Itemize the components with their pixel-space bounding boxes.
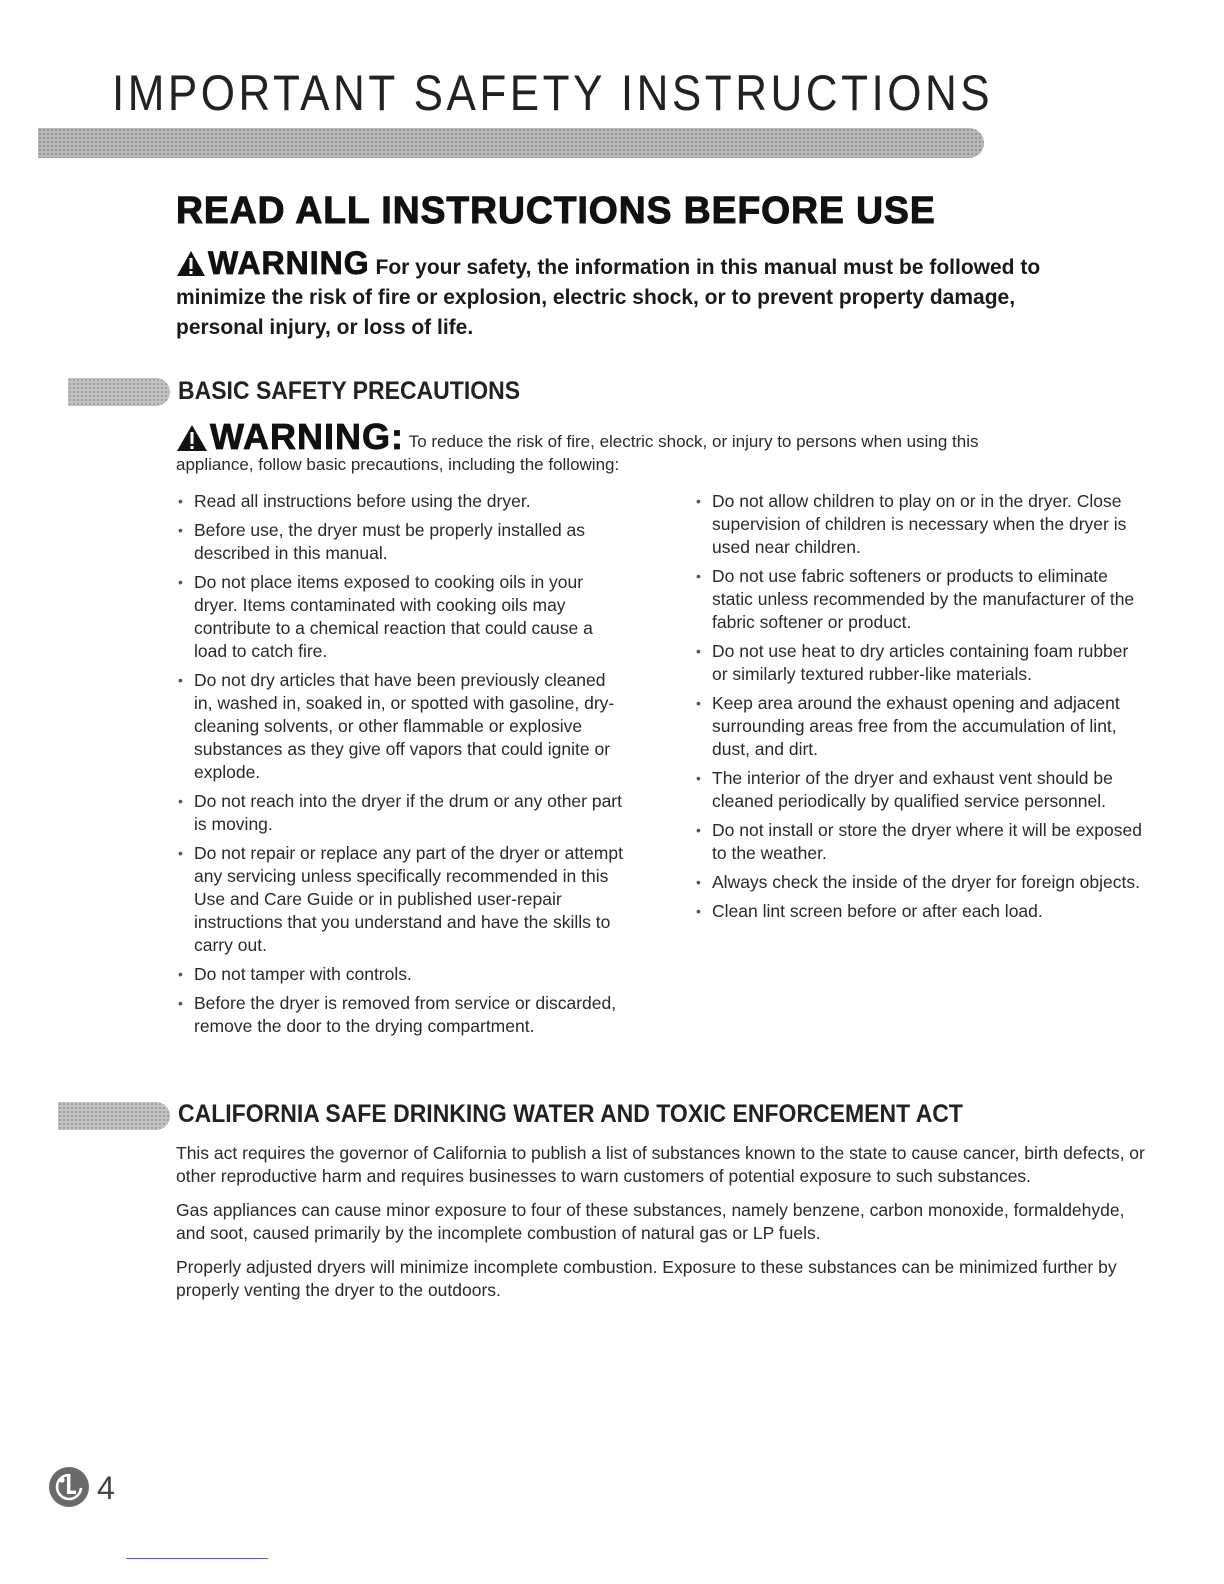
california-body: [176, 1142, 1146, 1313]
list-item: • Do not place items exposed to cooking oils in your dryer. Items contaminated with cooking oils may contribute to a chemical reaction that could cause a load to catch fire.: [176, 571, 626, 663]
california-heading: CALIFORNIA SAFE DRINKING WATER AND TOXIC ENFORCEMENT ACT: [178, 1100, 963, 1128]
precautions-left-list: [176, 490, 626, 1044]
warning-triangle-icon: [176, 250, 206, 277]
list-item: • Keep area around the exhaust opening and adjacent surrounding areas free from the accumulation of lint, dust, and dirt.: [694, 692, 1144, 761]
section-marker-basic: [68, 378, 170, 406]
section-marker-california: [58, 1102, 170, 1130]
list-item: • Do not dry articles that have been previously cleaned in, washed in, soaked in, or spotted with gasoline, dry-cleaning solvents, or other flammable or explosive substances as they give off vapors that could ignite or explode.: [176, 669, 626, 784]
title-decorative-bar: [38, 128, 984, 158]
california-paragraph: Gas appliances can cause minor exposure to four of these substances, namely benzene, carbon monoxide, formaldehyde, and soot, caused primarily by the incomplete combustion of natural gas or LP fuels.: [176, 1200, 1125, 1243]
warning-label: WARNING:: [210, 416, 404, 457]
precautions-right-list: [694, 490, 1144, 929]
list-item: • Always check the inside of the dryer for foreign objects.: [694, 871, 1144, 894]
basic-warning-lead: To reduce the risk of fire, electric shock, or injury to persons when using this: [408, 432, 979, 451]
footer-divider: [126, 1558, 268, 1559]
list-item: • Do not install or store the dryer where it will be exposed to the weather.: [694, 819, 1144, 865]
list-item: • Clean lint screen before or after each load.: [694, 900, 1144, 923]
list-item: • Read all instructions before using the dryer.: [176, 490, 626, 513]
list-item: • Do not tamper with controls.: [176, 963, 626, 986]
list-item: • Do not reach into the dryer if the drum or any other part is moving.: [176, 790, 626, 836]
read-all-heading: READ ALL INSTRUCTIONS BEFORE USE: [176, 190, 936, 232]
lg-logo-icon: [48, 1466, 90, 1508]
california-paragraph: This act requires the governor of California to publish a list of substances known to the state to cause cancer, birth defects, or other reproductive harm and requires businesses to warn customers of potential exposure to such substances.: [176, 1143, 1145, 1186]
warning-label: WARNING: [208, 245, 370, 281]
page-number: 4: [97, 1470, 115, 1506]
warning-triangle-icon: [176, 424, 208, 452]
list-item: • The interior of the dryer and exhaust vent should be cleaned periodically by qualified service personnel.: [694, 767, 1144, 813]
list-item: • Do not use heat to dry articles containing foam rubber or similarly textured rubber-like materials.: [694, 640, 1144, 686]
list-item: • Before the dryer is removed from service or discarded, remove the door to the drying compartment.: [176, 992, 626, 1038]
list-item: • Do not repair or replace any part of the dryer or attempt any servicing unless specifically recommended in this Use and Care Guide or in published user-repair instructions that you understand and have the skills to carry out.: [176, 842, 626, 957]
list-item: • Do not use fabric softeners or products to eliminate static unless recommended by the manufacturer of the fabric softener or product.: [694, 565, 1144, 634]
california-paragraph: Properly adjusted dryers will minimize incomplete combustion. Exposure to these substances can be minimized further by properly venting the dryer to the outdoors.: [176, 1257, 1117, 1300]
intro-warning: [176, 245, 1076, 343]
list-item: • Before use, the dryer must be properly installed as described in this manual.: [176, 519, 626, 565]
basic-warning-rest: appliance, follow basic precautions, including the following:: [176, 455, 620, 474]
intro-warning-text: For your safety, the information in this manual must be followed to minimize the risk of fire or explosion, electric shock, or to prevent property damage, personal injury, or loss of life.: [176, 256, 1041, 339]
basic-warning: [176, 416, 1136, 475]
list-item: • Do not allow children to play on or in the dryer. Close supervision of children is necessary when the dryer is used near children.: [694, 490, 1144, 559]
page-title: IMPORTANT SAFETY INSTRUCTIONS: [112, 65, 994, 121]
basic-safety-heading: BASIC SAFETY PRECAUTIONS: [178, 377, 521, 405]
